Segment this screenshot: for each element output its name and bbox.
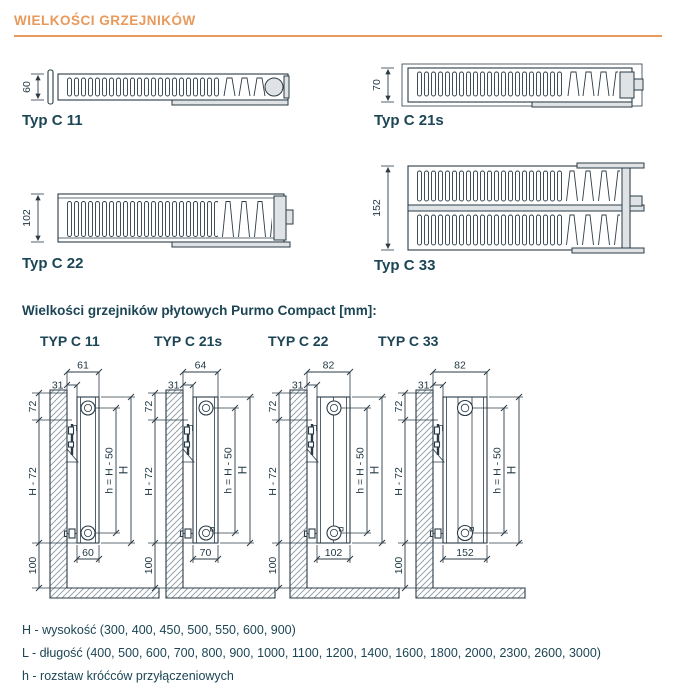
top-connection-port bbox=[327, 401, 341, 415]
valve bbox=[309, 529, 315, 538]
dimension-section-title: Wielkości grzejników płytowych Purmo Compact [mm]: bbox=[22, 303, 377, 318]
dim-floor-offset: 100 bbox=[267, 556, 279, 575]
cross-section-c21s-label: Typ C 21s bbox=[374, 112, 444, 129]
valve bbox=[435, 529, 441, 538]
dim-floor-offset: 100 bbox=[143, 556, 155, 575]
page-title: WIELKOŚCI GRZEJNIKÓW bbox=[14, 13, 196, 28]
cross-section-c22-drawing bbox=[22, 186, 294, 250]
bottom-connection-port bbox=[81, 526, 95, 540]
dim-top-offset: 72 bbox=[267, 400, 279, 413]
middle-separator bbox=[408, 205, 630, 211]
legend-line-height: H - wysokość (300, 400, 450, 500, 550, 600, 900) bbox=[22, 623, 296, 637]
dim-total-depth: 61 bbox=[77, 359, 89, 372]
connection-boss bbox=[274, 196, 286, 240]
convector-fins-bottom bbox=[416, 214, 562, 246]
dim-wall-gap: 31 bbox=[291, 379, 304, 392]
dim-conn-spacing: h = H - 50 bbox=[354, 447, 367, 494]
dim-radiator-depth: 60 bbox=[82, 547, 94, 559]
top-connection-port bbox=[199, 401, 213, 415]
dim-wall-height: H - 72 bbox=[27, 467, 39, 496]
connection-stub bbox=[630, 196, 642, 206]
column-header-c21s: TYP C 21s bbox=[154, 333, 223, 349]
dim-top-offset: 72 bbox=[143, 400, 155, 413]
cross-section-c33-label: Typ C 33 bbox=[374, 257, 436, 274]
dim-wall-height: H - 72 bbox=[143, 467, 155, 496]
end-channels bbox=[220, 200, 272, 238]
convector-fins-top bbox=[416, 170, 562, 202]
dim-wall-gap: 31 bbox=[51, 379, 64, 392]
depth-dim-label: 102 bbox=[21, 209, 33, 227]
legend-line-length: L - długość (400, 500, 600, 700, 800, 900, 1000, 1100, 1200, 1400, 1600, 1800, 2000, 2300, 2600, 3000) bbox=[22, 646, 601, 660]
bottom-plate bbox=[172, 100, 288, 105]
top-plate bbox=[577, 163, 644, 168]
dim-conn-spacing: h = H - 50 bbox=[491, 447, 504, 494]
dim-conn-spacing: h = H - 50 bbox=[103, 447, 116, 494]
top-connection-port bbox=[81, 401, 95, 415]
dim-wall-gap: 31 bbox=[417, 379, 430, 392]
dim-floor-offset: 100 bbox=[393, 556, 405, 575]
connection-stub bbox=[634, 79, 643, 90]
connection-boss bbox=[620, 72, 634, 98]
end-channels-bottom bbox=[564, 214, 620, 246]
dimension-diagram-c22 bbox=[266, 352, 402, 602]
cross-section-c11-label: Typ C 11 bbox=[22, 112, 83, 129]
depth-dim-label: 60 bbox=[21, 81, 33, 93]
dim-top-offset: 72 bbox=[27, 400, 39, 413]
dim-wall-gap: 31 bbox=[167, 379, 180, 392]
valve bbox=[69, 529, 75, 538]
dim-height: H bbox=[367, 465, 382, 475]
convector-fins bbox=[66, 200, 218, 238]
cross-section-c33-drawing bbox=[372, 160, 648, 256]
dim-total-depth: 82 bbox=[454, 359, 466, 372]
dimension-diagram-c21s bbox=[142, 352, 278, 602]
dim-height: H bbox=[116, 465, 131, 475]
dim-floor-offset: 100 bbox=[27, 556, 39, 575]
dim-height: H bbox=[235, 465, 250, 475]
convector-fins bbox=[66, 77, 220, 97]
cross-section-c21s-drawing bbox=[372, 56, 648, 114]
connection-boss bbox=[622, 168, 630, 248]
wall-bracket-plate bbox=[48, 70, 53, 104]
depth-dim-label: 70 bbox=[371, 79, 383, 91]
bottom-plate bbox=[532, 102, 632, 107]
cross-section-c22-label: Typ C 22 bbox=[22, 255, 84, 272]
wall-and-floor bbox=[166, 390, 275, 598]
cross-section-c11-drawing bbox=[22, 62, 294, 112]
column-header-c11: TYP C 11 bbox=[40, 333, 100, 349]
dim-wall-height: H - 72 bbox=[393, 467, 405, 496]
dim-total-depth: 64 bbox=[194, 359, 207, 372]
dim-radiator-depth: 102 bbox=[324, 547, 343, 559]
dimension-diagram-c33 bbox=[392, 352, 528, 602]
convector-fins bbox=[416, 71, 564, 97]
valve bbox=[185, 529, 191, 538]
column-header-c33: TYP C 33 bbox=[378, 333, 439, 349]
column-header-c22: TYP C 22 bbox=[268, 333, 329, 349]
dim-total-depth: 82 bbox=[322, 359, 335, 372]
end-channels bbox=[222, 77, 268, 97]
dim-radiator-depth: 70 bbox=[199, 547, 212, 559]
connection-stub bbox=[286, 210, 293, 224]
dim-height: H bbox=[504, 465, 519, 475]
top-connection-port bbox=[458, 401, 473, 416]
dim-conn-spacing: h = H - 50 bbox=[222, 447, 235, 494]
header-rule bbox=[14, 35, 662, 37]
connection-boss bbox=[265, 78, 283, 96]
bottom-connection-port bbox=[327, 526, 341, 540]
dim-radiator-depth: 152 bbox=[456, 547, 474, 559]
bottom-plate bbox=[572, 248, 644, 253]
legend-line-spacing: h - rozstaw króćców przyłączeniowych bbox=[22, 669, 234, 683]
dim-top-offset: 72 bbox=[393, 400, 405, 413]
end-channels bbox=[566, 71, 618, 97]
end-channels-top bbox=[564, 170, 620, 202]
depth-dim-label: 152 bbox=[371, 199, 383, 217]
dim-wall-height: H - 72 bbox=[267, 467, 279, 496]
bottom-plate bbox=[172, 242, 290, 247]
radiator-side-view bbox=[443, 397, 487, 543]
